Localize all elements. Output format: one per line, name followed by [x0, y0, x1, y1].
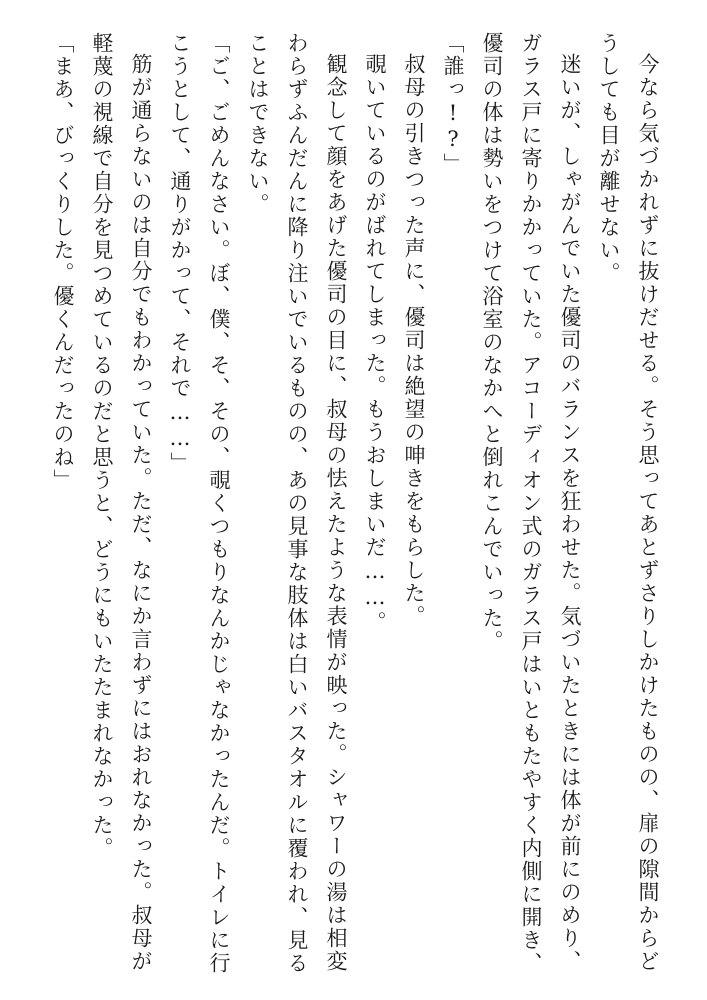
dialogue-line: 「ご、ごめんなさい。ぼ、僕、そ、その、覗くつもりなんかじゃなかったんだ。トイレに行こうとして、通りがかって、それで……」 — [168, 32, 231, 975]
paragraph: 観念して顔をあげた優司の目に、叔母の怯えたような表情が映った。シャワーの湯は相変わらずふんだんに降り注いでいるものの、あの見事な肢体は白いバスタオルに覆われ、見ることはできない。 — [246, 32, 348, 975]
paragraph: 今なら気づかれずに抜けだせる。そう思ってあとずさりしかけたものの、扉の隙間からどうしても目が離せない。 — [597, 32, 660, 973]
paragraph: 覗いているのがばれてしまった。もうおしまいだ……。 — [363, 53, 387, 634]
paragraph: 筋が通らないのは自分でもわかっていた。ただ、なにか言わずにはおれなかった。叔母が軽蔑の視線で自分を見つめているのだと思うと、どうにもいたたまれなかった。 — [90, 32, 153, 973]
dialogue-line: 「誰っ!?」 — [441, 32, 465, 176]
paragraph: 迷いが、しゃがんでいた優司のバランスを狂わせた。気づいたときには体が前にのめり、ガラス戸に寄りかかっていた。アコーディオン式のガラス戸はいともたやすく内側に開き、優司の体は勢いをつけて浴室のなかへと倒れこんでいった。 — [480, 32, 582, 975]
paragraph: 叔母の引きつった声に、優司は絶望の呻きをもらした。 — [402, 53, 426, 628]
dialogue-line: 「まあ、びっくりした。優くんだったのね」 — [51, 32, 75, 492]
vertical-text-body — [27, 32, 667, 982]
